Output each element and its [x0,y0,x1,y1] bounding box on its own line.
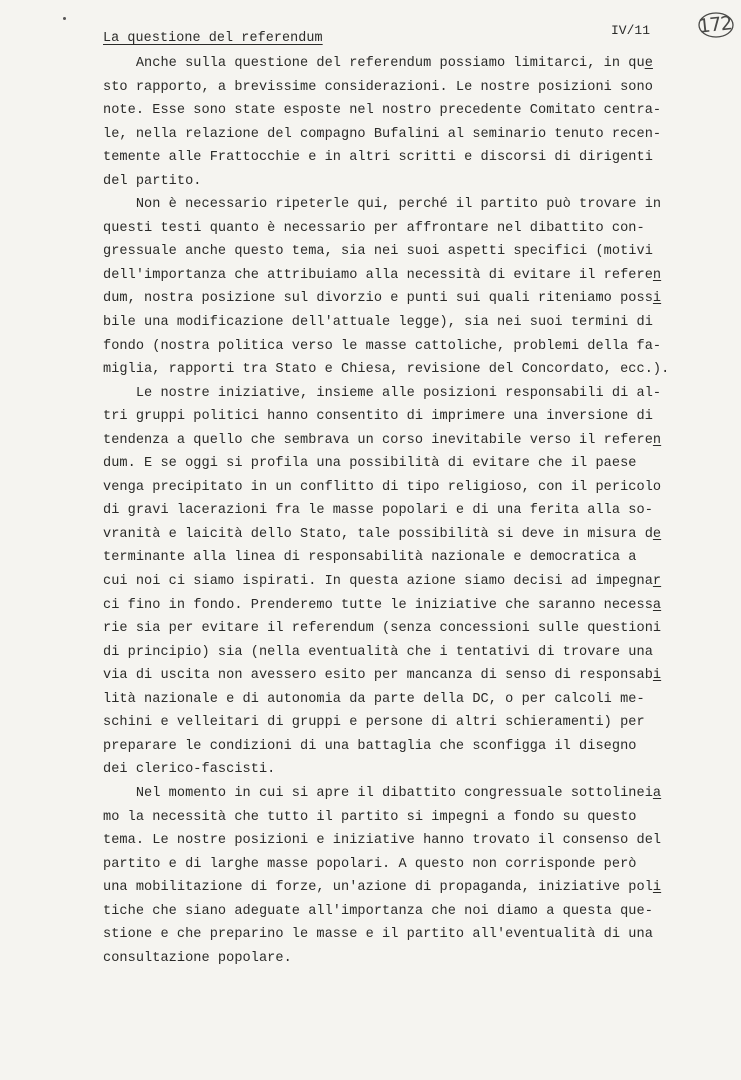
line-text: tema. Le nostre posizioni e iniziative hanno trovato il consenso del [103,833,662,849]
line-text: tiche che siano adeguate all'importanza che noi diamo a questa que- [103,903,653,919]
text-line [103,123,703,147]
text-line [103,617,703,641]
line-text: ci fino in fondo. Prenderemo tutte le iniziative che saranno necess [103,597,653,613]
text-line [103,452,703,476]
line-text: tri gruppi politici hanno consentito di imprimere una inversione di [103,409,653,425]
line-text: rie sia per evitare il referendum (senza concessioni sulle questioni [103,621,662,637]
line-text: Nel momento in cui si apre il dibattito congressuale sottolinei [103,785,653,801]
line-hyphen-fragment: e [652,526,662,542]
line-text: le, nella relazione del compagno Bufalini al seminario tenuto recen- [103,126,662,142]
line-hyphen-fragment: i [652,880,662,896]
line-text: dum, nostra posizione sul divorzio e punti sui quali riteniamo poss [103,291,653,307]
text-line [103,358,703,382]
text-line [103,900,703,924]
ink-dot [63,17,66,20]
text-line [103,99,703,123]
line-text: questi testi quanto è necessario per affrontare nel dibattito con- [103,220,645,236]
line-text: di gravi lacerazioni fra le masse popolari e di una ferita alla so- [103,503,653,519]
line-text: Le nostre iniziative, insieme alle posizioni responsabili di al- [103,385,662,401]
line-text: dell'importanza che attribuiamo alla necessità di evitare il refere [103,267,653,283]
line-hyphen-fragment: a [652,597,662,613]
text-line [103,76,703,100]
line-text: di principio) sia (nella eventualità che i tentativi di trovare una [103,644,653,660]
line-hyphen-fragment: n [652,267,662,283]
line-text: dei clerico-fascisti. [103,762,276,778]
line-text: note. Esse sono state esposte nel nostro precedente Comitato centra- [103,103,662,119]
text-line [103,287,703,311]
line-hyphen-fragment: n [652,432,662,448]
text-line [103,688,703,712]
line-text: vranità e laicità dello Stato, tale possibilità si deve in misura d [103,526,653,542]
line-text: temente alle Frattocchie e in altri scritti e discorsi di dirigenti [103,150,653,166]
line-text: miglia, rapporti tra Stato e Chiesa, revisione del Concordato, ecc.). [103,362,670,378]
line-text: cui noi ci siamo ispirati. In questa azione siamo decisi ad impegna [103,574,653,590]
page-code: IV/11 [611,23,651,38]
line-text: venga precipitato in un conflitto di tipo religioso, con il pericolo [103,479,662,495]
line-hyphen-fragment: i [652,291,662,307]
line-text: consultazione popolare. [103,950,292,966]
text-line [103,499,703,523]
text-line [103,876,703,900]
text-line [103,170,703,194]
line-text: schini e velleitari di gruppi e persone di altri schieramenti) per [103,715,645,731]
text-line [103,405,703,429]
text-line [103,146,703,170]
line-text: fondo (nostra politica verso le masse cattoliche, problemi della fa- [103,338,662,354]
text-line [103,829,703,853]
text-line [103,641,703,665]
text-line [103,664,703,688]
text-line [103,240,703,264]
text-line [103,923,703,947]
text-line [103,382,703,406]
handwritten-page-number [695,10,735,40]
text-line [103,476,703,500]
line-text: lità nazionale e di autonomia da parte della DC, o per calcoli me- [103,691,645,707]
line-hyphen-fragment: i [652,668,662,684]
text-line [103,806,703,830]
line-text: preparare le condizioni di una battaglia che sconfigga il disegno [103,738,637,754]
text-line [103,570,703,594]
line-text: una mobilitazione di forze, un'azione di propaganda, iniziative pol [103,880,653,896]
line-hyphen-fragment: r [652,574,662,590]
text-line [103,735,703,759]
document-body [103,52,703,970]
text-line [103,311,703,335]
text-line [103,217,703,241]
line-hyphen-fragment: a [652,785,662,801]
line-text: via di uscita non avessero esito per mancanza di senso di responsab [103,668,653,684]
page-title: La questione del referendum [103,31,323,46]
text-line [103,594,703,618]
line-text: mo la necessità che tutto il partito si impegni a fondo su questo [103,809,637,825]
line-text: sto rapporto, a brevissime considerazioni. Le nostre posizioni sono [103,79,653,95]
line-text: bile una modificazione dell'attuale legge), sia nei suoi termini di [103,315,653,331]
text-line [103,264,703,288]
text-line [103,711,703,735]
line-text: tendenza a quello che sembrava un corso inevitabile verso il refere [103,432,653,448]
text-line [103,758,703,782]
text-line [103,782,703,806]
line-text: dum. E se oggi si profila una possibilità di evitare che il paese [103,456,637,472]
text-line [103,335,703,359]
line-text: Anche sulla questione del referendum possiamo limitarci, in qu [103,56,645,71]
stamp-number: 172 [697,12,733,38]
line-text: Non è necessario ripeterle qui, perché il partito può trovare in [103,197,662,213]
text-line [103,52,703,76]
text-line [103,546,703,570]
line-text: del partito. [103,173,202,189]
line-hyphen-fragment: e [644,56,653,71]
line-text: terminante alla linea di responsabilità nazionale e democratica a [103,550,637,566]
text-line [103,523,703,547]
text-line [103,193,703,217]
line-text: partito e di larghe masse popolari. A questo non corrisponde però [103,856,637,872]
text-line [103,947,703,971]
text-line [103,853,703,877]
text-line [103,429,703,453]
line-text: stione e che preparino le masse e il partito all'eventualità di una [103,927,653,943]
line-text: gressuale anche questo tema, sia nei suoi aspetti specifici (motivi [103,244,653,260]
